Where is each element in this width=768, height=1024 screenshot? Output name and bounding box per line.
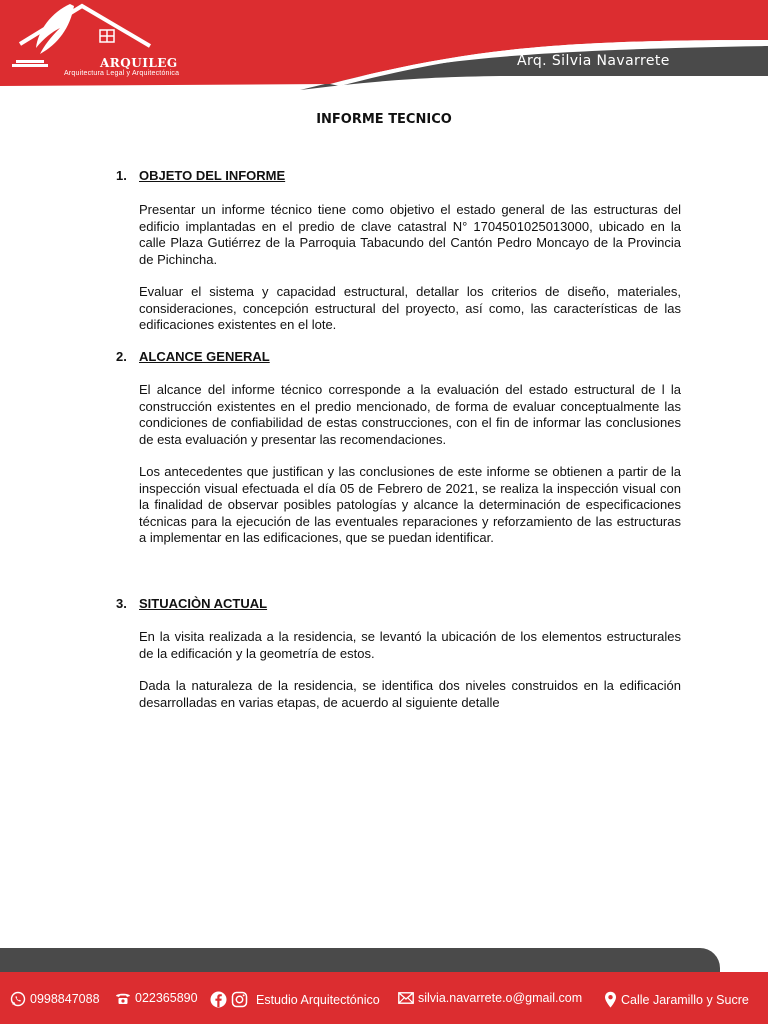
- logo-tagline: Arquitectura Legal y Arquitectónica: [64, 70, 180, 77]
- paragraph: Los antecedentes que justifican y las conclusiones de este informe se obtienen a partir de la inspección visual efectuada el día 05 de Febrero de 2021, se realiza la inspección visual con la finalidad de observar posibles patologías y alcance la determinación de especificaciones técnicas para la ejecución de las eventuales reparaciones y reforzamiento de las estructuras a implementar en las edificaciones, que se puedan identificar.: [139, 464, 681, 545]
- footer-address: [604, 991, 749, 1008]
- location-pin-icon: [604, 991, 617, 1008]
- envelope-icon: [398, 992, 414, 1004]
- section-title: SITUACIÒN ACTUAL: [139, 596, 268, 611]
- section-number: 1.: [116, 168, 127, 183]
- instagram-icon: [231, 991, 248, 1008]
- footer-social: [210, 991, 380, 1008]
- phone-number: 022365890: [135, 991, 198, 1005]
- author-name: Arq. Silvia Navarrete: [517, 53, 670, 69]
- section-3-heading: [116, 596, 267, 611]
- section-title: ALCANCE GENERAL: [139, 349, 270, 364]
- social-handle: Estudio Arquitectónico: [256, 992, 380, 1007]
- paragraph: En la visita realizada a la residencia, se levantó la ubicación de los elementos estructurales de la edificación y la geometría de estos.: [139, 629, 681, 661]
- section-title: OBJETO DEL INFORME: [139, 168, 286, 183]
- paragraph: Dada la naturaleza de la residencia, se identifica dos niveles construidos en la edificación desarrolladas en varias etapas, de acuerdo al siguiente detalle: [139, 678, 681, 710]
- section-number: 2.: [116, 349, 127, 364]
- facebook-icon: [210, 991, 227, 1008]
- phone-icon: [115, 991, 131, 1005]
- address-text: Calle Jaramillo y Sucre: [621, 992, 749, 1007]
- section-1-heading: [116, 168, 285, 183]
- paragraph: El alcance del informe técnico corresponde a la evaluación del estado estructural de l la construcción existentes en el predio mencionado, de forma de evaluar conceptualmente las condiciones de confiabilidad de estas construcciones, con el fin de informar las conclusiones de esta evaluación y presentar las recomendaciones.: [139, 382, 681, 447]
- section-number: 3.: [116, 596, 127, 611]
- email-address: silvia.navarrete.o@gmail.com: [418, 991, 583, 1005]
- document-title: INFORME TECNICO: [316, 112, 452, 127]
- whatsapp-number: 0998847088: [30, 992, 100, 1006]
- footer-phone: [115, 991, 198, 1005]
- whatsapp-icon: [10, 991, 26, 1007]
- page-header: [0, 0, 768, 90]
- paragraph: Evaluar el sistema y capacidad estructural, detallar los criterios de diseño, materiales, consideraciones, concepción estructural del proyecto, así como, las características de las edificaciones existentes en el lote.: [139, 284, 681, 332]
- footer-whatsapp: [10, 991, 100, 1007]
- section-2-heading: [116, 349, 270, 364]
- footer-email: [398, 991, 582, 1005]
- paragraph: Presentar un informe técnico tiene como objetivo el estado general de las estructuras del edificio implantadas en el predio de clave catastral N° 1704501025013000, ubicado en la calle Plaza Gutiérrez de la Parroquia Tabacundo del Cantón Pedro Moncayo de la Provincia de Pichincha.: [139, 202, 681, 267]
- logo-name: ARQUILEG: [100, 56, 178, 70]
